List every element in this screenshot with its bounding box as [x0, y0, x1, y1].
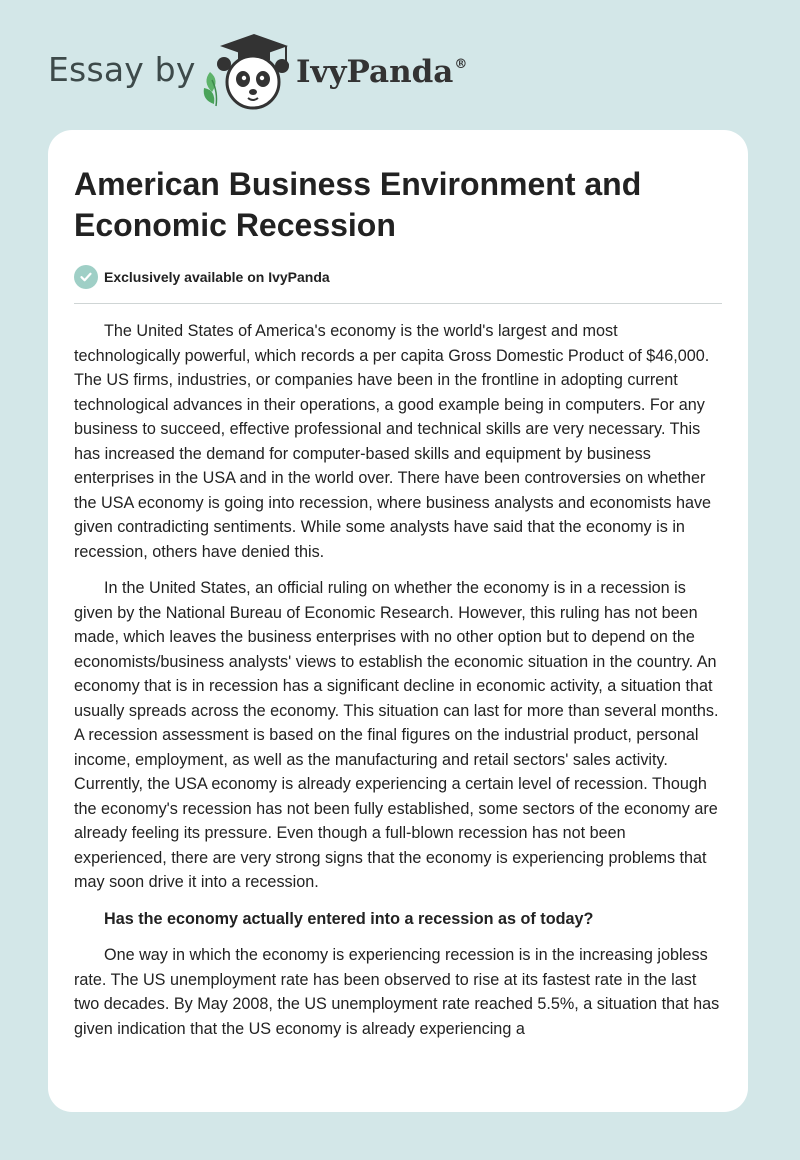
- paragraph: The United States of America's economy is the world's largest and most technologically powerful, which records a per capita Gross Domestic Product of $46,000. The US firms, industries, or companies have been in the frontline in adopting current technological advances in their operations, a good example being in computers. For any business to succeed, effective professional and technical skills are very necessary. This has increased the demand for computer-based skills and equipment by business enterprises in the USA and in the world over. There have been controversies on whether the USA economy is going into recession, where business analysts and economists have given contradicting sentiments. While some analysts have said that the economy is in recession, others have denied this.: [74, 322, 712, 561]
- essay-body: [74, 319, 722, 1053]
- essay-by-label: Essay by: [48, 50, 196, 89]
- site-header: [0, 0, 800, 130]
- registered-mark: ®: [454, 57, 468, 72]
- badge-label: Exclusively available on IvyPanda: [104, 269, 330, 285]
- brand-name[interactable]: [296, 54, 467, 90]
- brand-text: IvyPanda: [296, 54, 454, 90]
- section-heading: Has the economy actually entered into a recession as of today?: [104, 909, 594, 928]
- essay-card: [48, 130, 748, 1112]
- panda-logo-icon[interactable]: [198, 34, 292, 110]
- paragraph: One way in which the economy is experiencing recession is in the increasing jobless rate. The US unemployment rate has been observed to rise at its fastest rate in the last two decades. By May 2008, the US unemployment rate reached 5.5%, a situation that has given indication that the US economy is already experiencing a: [74, 946, 720, 1038]
- check-icon: [74, 265, 98, 289]
- paragraph: In the United States, an official ruling on whether the economy is in a recession is given by the National Bureau of Economic Research. However, this ruling has not been made, which leaves the business enterprises with no other option but to depend on the economists/business analysts' views to establish the economic situation in the country. An economy that is in recession has a significant decline in economic activity, a situation that usually spreads across the economy. This situation can last for more than several months. A recession assessment is based on the final figures on the industrial product, personal income, employment, as well as the manufacturing and retail sectors' sales activity. Currently, the USA economy is already experiencing a certain level of recession. Though the economy's recession has not been fully established, some sectors of the economy are already feeling its pressure. Even though a full-blown recession has not been experienced, there are very strong signs that the economy is experiencing problems that may soon drive it into a recession.: [74, 579, 719, 891]
- divider: [74, 303, 722, 304]
- exclusive-badge: [74, 264, 330, 290]
- essay-title: American Business Environment and Economic Recession: [74, 166, 642, 243]
